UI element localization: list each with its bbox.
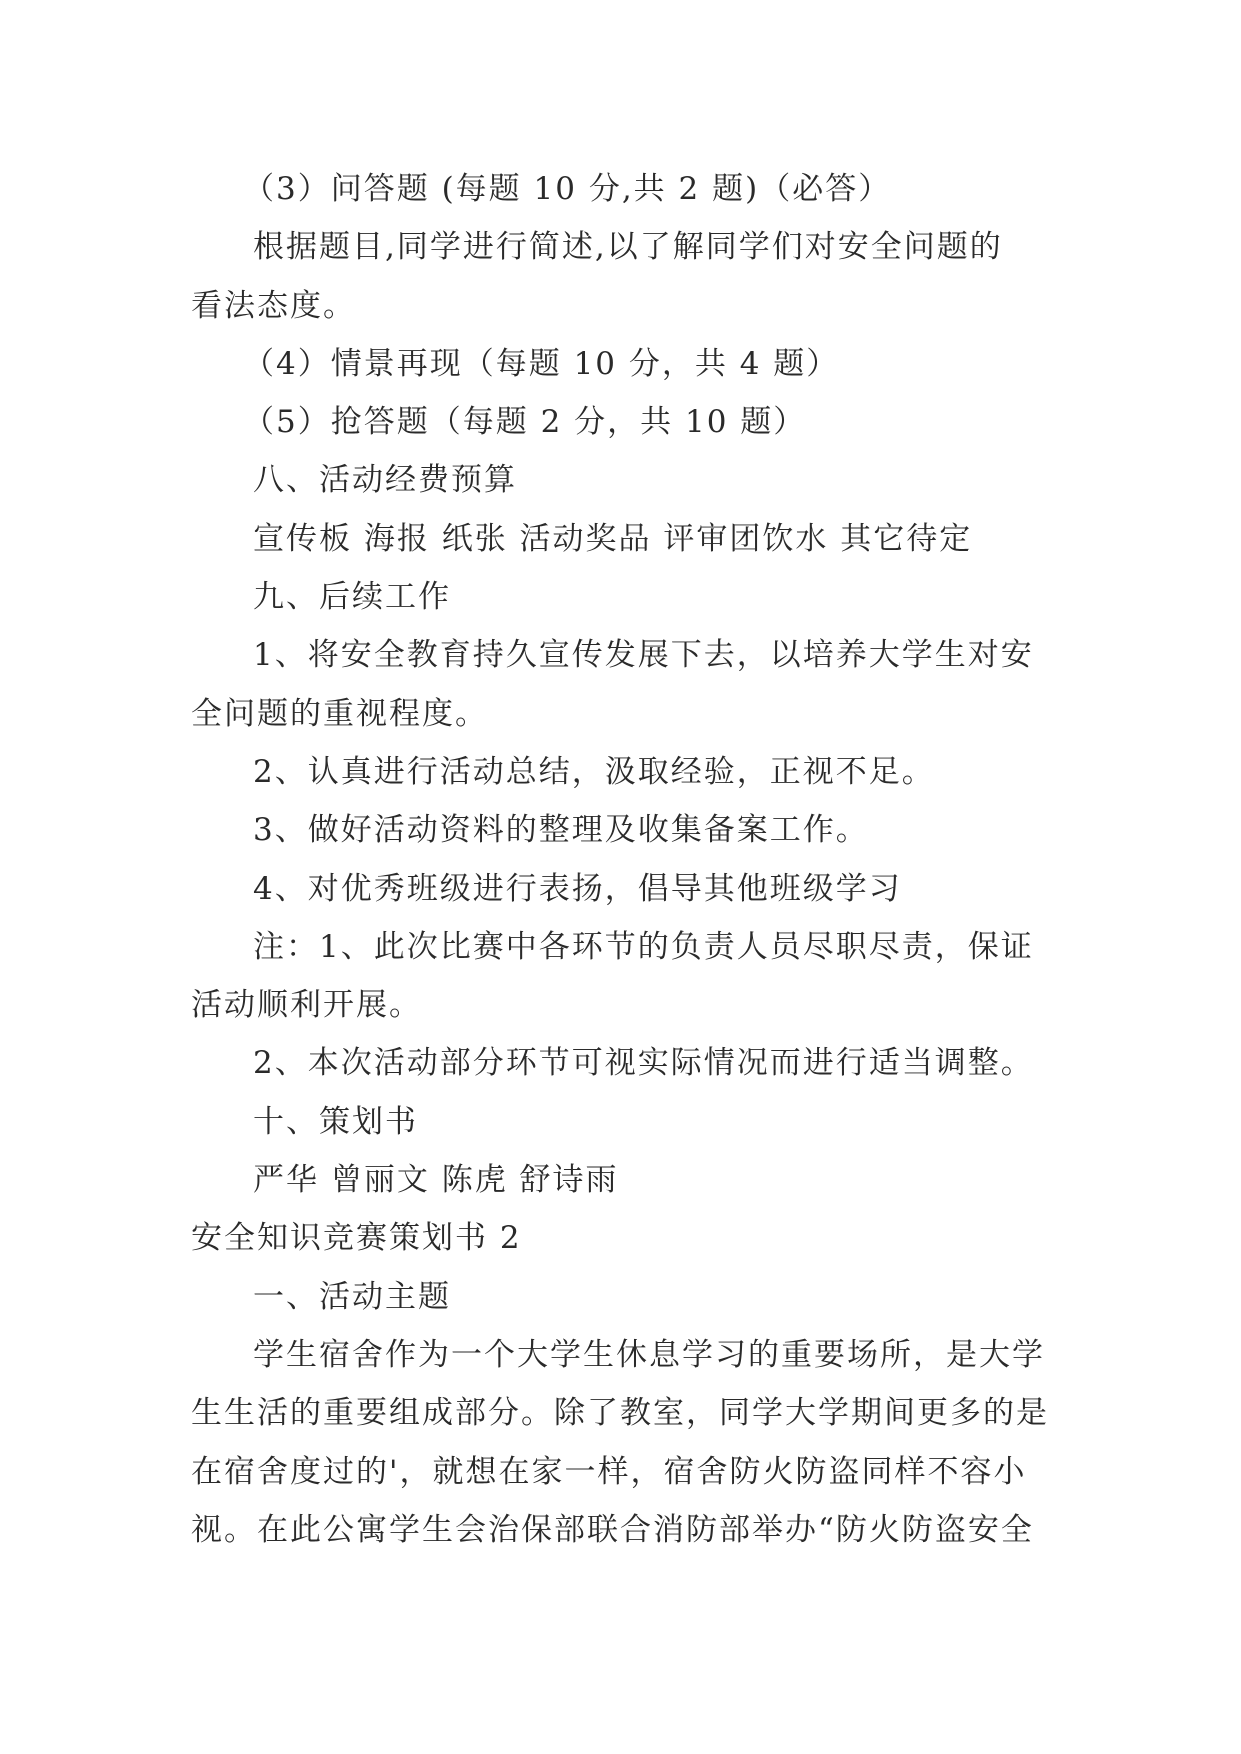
section-heading-theme: 一、活动主题 bbox=[253, 1278, 451, 1315]
section-heading-budget: 八、活动经费预算 bbox=[253, 462, 517, 499]
paragraph-line: 全问题的重视程度。 bbox=[191, 695, 488, 732]
document-title-2: 安全知识竞赛策划书 2 bbox=[191, 1220, 522, 1257]
followup-item-4: 4、对优秀班级进行表扬，倡导其他班级学习 bbox=[253, 870, 902, 907]
paragraph-line: 看法态度。 bbox=[191, 287, 356, 324]
followup-item-3: 3、做好活动资料的整理及收集备案工作。 bbox=[253, 812, 869, 849]
paragraph-line: 学生宿舍作为一个大学生休息学习的重要场所，是大学 bbox=[253, 1336, 1045, 1373]
followup-item-1: 1、将安全教育持久宣传发展下去，以培养大学生对安 bbox=[253, 637, 1034, 674]
paragraph-line: 生生活的重要组成部分。除了教室，同学大学期间更多的是 bbox=[191, 1395, 1049, 1432]
paragraph-line: 视。在此公寓学生会治保部联合消防部举办“防火防盗安全 bbox=[191, 1511, 1034, 1548]
note-item-1: 注：1、此次比赛中各环节的负责人员尽职尽责，保证 bbox=[253, 928, 1034, 965]
question-type-3: （3）问答题 (每题 10 分,共 2 题)（必答） bbox=[243, 171, 892, 207]
document-body bbox=[191, 160, 1051, 1559]
section-heading-followup: 九、后续工作 bbox=[253, 579, 451, 616]
paragraph-line: 活动顺利开展。 bbox=[191, 987, 422, 1024]
paragraph-line: 根据题目,同学进行简述,以了解同学们对安全问题的 bbox=[253, 229, 1003, 266]
note-item-2: 2、本次活动部分环节可视实际情况而进行适当调整。 bbox=[253, 1045, 1034, 1082]
section-heading-planners: 十、策划书 bbox=[253, 1103, 418, 1140]
question-type-5: （5）抢答题（每题 2 分，共 10 题） bbox=[243, 404, 807, 441]
planner-names: 严华 曾丽文 陈虎 舒诗雨 bbox=[253, 1162, 619, 1199]
question-type-4: （4）情景再现（每题 10 分，共 4 题） bbox=[243, 345, 840, 382]
followup-item-2: 2、认真进行活动总结，汲取经验，正视不足。 bbox=[253, 753, 935, 790]
budget-items: 宣传板 海报 纸张 活动奖品 评审团饮水 其它待定 bbox=[253, 520, 973, 557]
paragraph-line: 在宿舍度过的'，就想在家一样，宿舍防火防盗同样不容小 bbox=[191, 1453, 1027, 1490]
